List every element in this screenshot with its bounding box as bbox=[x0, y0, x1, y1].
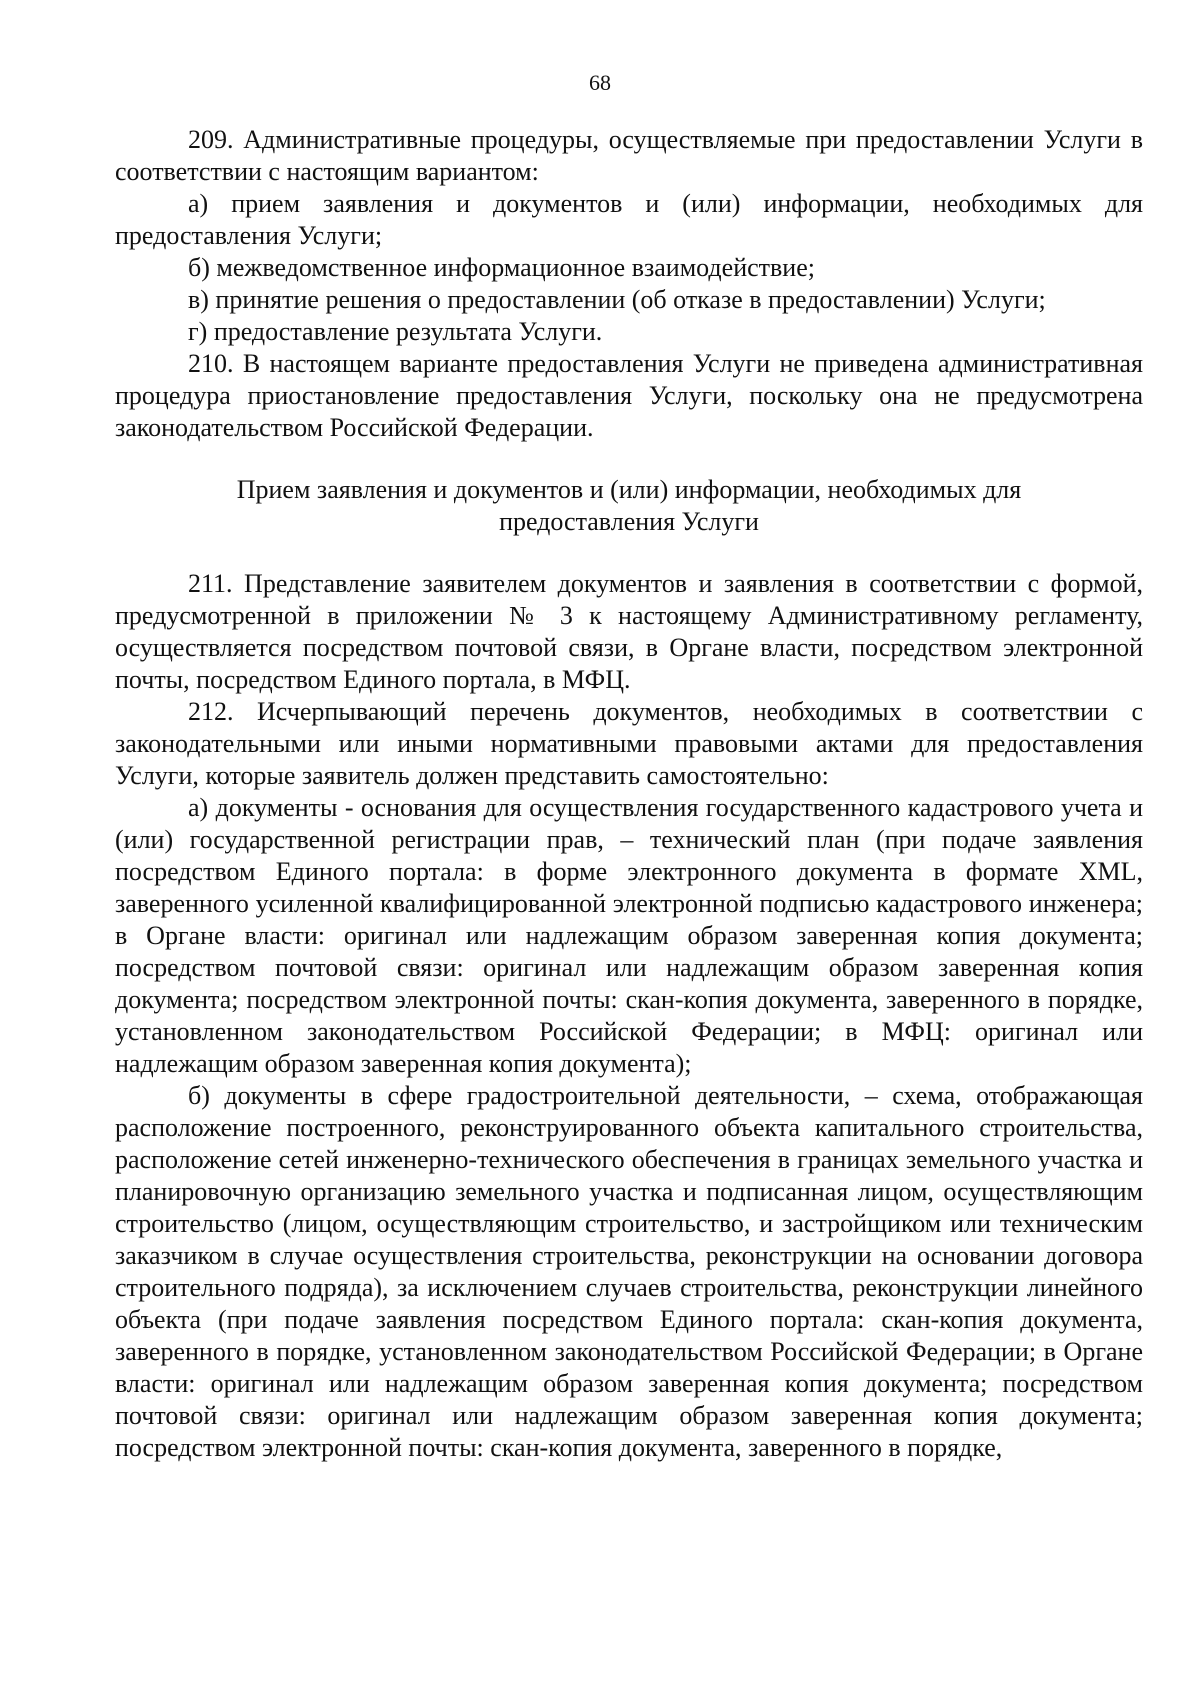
paragraph-209: 209. Административные процедуры, осуществляемые при предоставлении Услуги в соответствии с настоящим вариантом: bbox=[115, 125, 1143, 186]
list-item-212-a: а) документы - основания для осуществления государственного кадастрового учета и (или) государственной регистрации прав, – технический план (при подаче заявления посредством Единого портала: в форме электронного документа в формате XML, заверенного усиленной квалифицированной электронной подписью кадастрового инженера; в Органе власти: оригинал или надлежащим образом заверенная копия документа; посредством почтовой связи: оригинал или надлежащим образом заверенная копия документа; посредством электронной почты: скан-копия документа, заверенного в порядке, установленном законодательством Российской Федерации; в МФЦ: оригинал или надлежащим образом заверенная копия документа); bbox=[115, 793, 1143, 1078]
spacer bbox=[115, 538, 1143, 568]
section-heading: Прием заявления и документов и (или) информации, необходимых для предоставления Услуги bbox=[236, 475, 1022, 536]
paragraph-210: 210. В настоящем варианте предоставления Услуги не приведена административная процедура приостановление предоставления Услуги, поскольку она не предусмотрена законодательством Российской Федерации. bbox=[115, 349, 1143, 442]
paragraph-212: 212. Исчерпывающий перечень документов, необходимых в соответствии с законодательными или иными нормативными правовыми актами для предоставления Услуги, которые заявитель должен представить самостоятельно: bbox=[115, 697, 1143, 790]
list-item-v: в) принятие решения о предоставлении (об отказе в предоставлении) Услуги; bbox=[188, 285, 1046, 314]
list-item-b: б) межведомственное информационное взаимодействие; bbox=[188, 253, 815, 282]
page-number: 68 bbox=[589, 70, 611, 95]
paragraph-211: 211. Представление заявителем документов и заявления в соответствии с формой, предусмотренной в приложении № 3 к настоящему Административному регламенту, осуществляется посредством почтовой связи, в Органе власти, посредством электронной почты, посредством Единого портала, в МФЦ. bbox=[115, 569, 1143, 694]
list-item-212-b: б) документы в сфере градостроительной деятельности, – схема, отображающая расположение построенного, реконструированного объекта капитального строительства, расположение сетей инженерно-технического обеспечения в границах земельного участка и планировочную организацию земельного участка и подписанная лицом, осуществляющим строительство (лицом, осуществляющим строительство, и застройщиком или техническим заказчиком в случае осуществления строительства, реконструкции на основании договора строительного подряда), за исключением случаев строительства, реконструкции линейного объекта (при подаче заявления посредством Единого портала: скан-копия документа, заверенного в порядке, установленном законодательством Российской Федерации; в Органе власти: оригинал или надлежащим образом заверенная копия документа; посредством почтовой связи: оригинал или надлежащим образом заверенная копия документа; посредством электронной почты: скан-копия документа, заверенного в порядке, bbox=[115, 1081, 1143, 1462]
list-item-g: г) предоставление результата Услуги. bbox=[188, 317, 603, 346]
document-body bbox=[115, 124, 1143, 1464]
list-item-a: а) прием заявления и документов и (или) информации, необходимых для предоставления Услуги; bbox=[115, 189, 1143, 250]
spacer bbox=[115, 444, 1143, 474]
